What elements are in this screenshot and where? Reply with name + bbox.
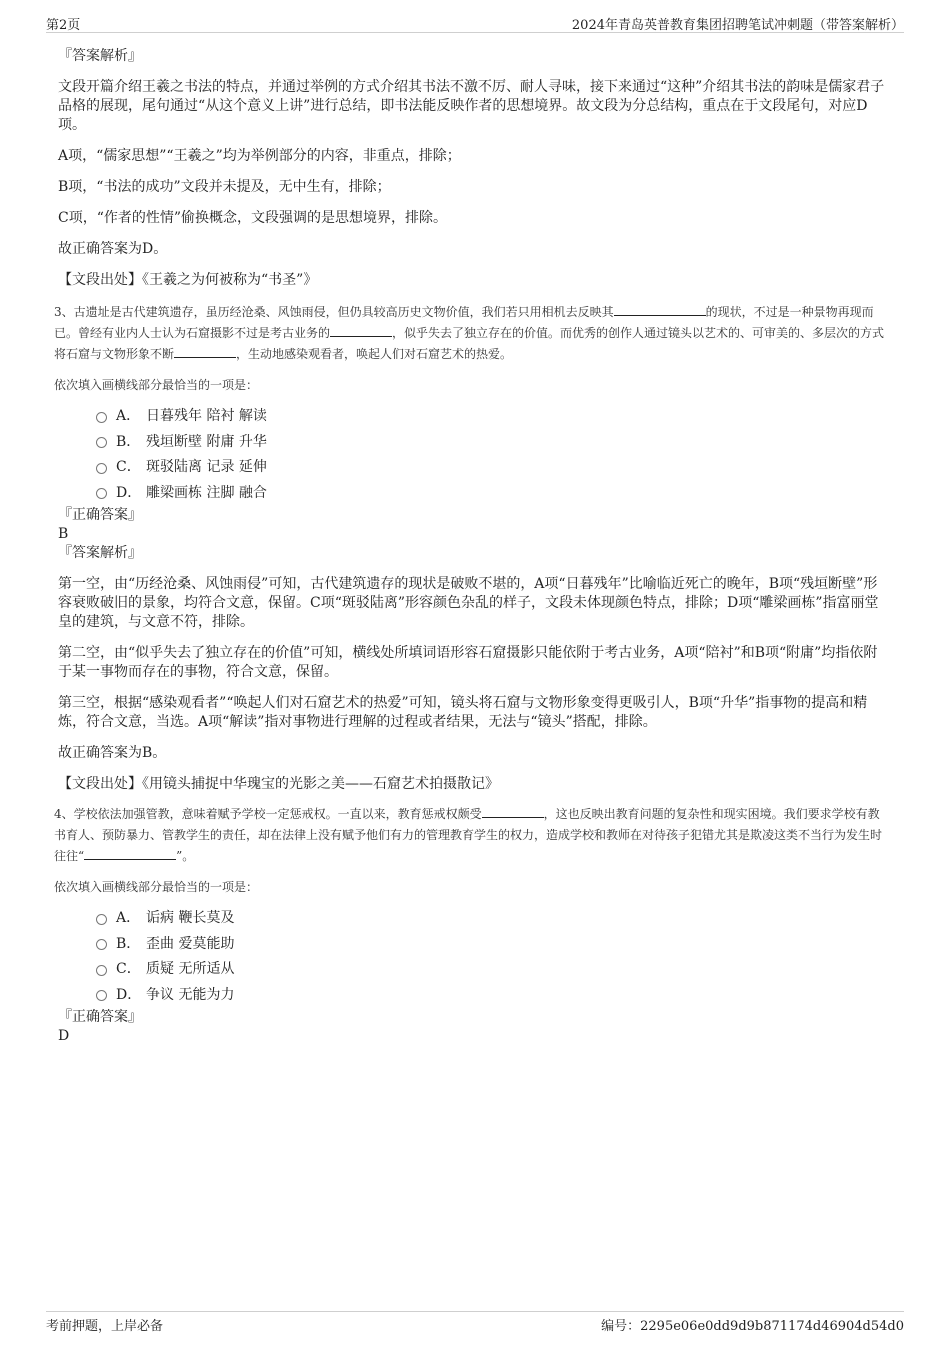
- option-b[interactable]: B． 残垣断壁 附庸 升华: [96, 430, 890, 456]
- blank-2: [84, 848, 176, 860]
- blank-3: [174, 346, 236, 358]
- page-footer: [46, 1311, 904, 1334]
- option-d[interactable]: D． 雕梁画栋 注脚 融合: [96, 481, 890, 507]
- page-header: [46, 14, 904, 33]
- question-3-prompt: 依次填入画横线部分最恰当的一项是：: [54, 378, 259, 392]
- option-d[interactable]: D． 争议 无能为力: [96, 983, 890, 1009]
- analysis-option-b: B项，“书法的成功”文段并未提及，无中生有，排除；: [58, 179, 391, 195]
- source: 【文段出处】《王羲之为何被称为“书圣”》: [58, 272, 318, 288]
- analysis-option-c: C项，“作者的性情”偷换概念，文段强调的是思想境界，排除。: [58, 210, 448, 226]
- analysis-label: 『答案解析』: [58, 48, 142, 64]
- question-4-stem: 4、学校依法加强管教，意味着赋予学校一定惩戒权。一直以来，教育惩戒权颇受 ，这也反映出教育问题的复杂性和现实困境。我们要求学校有教书育人、预防暴力、管教学生的责任，却在法律上没有赋予他们有力的管理教育学生的权力，造成学校和教师在对待孩子犯错尤其是欺凌这类不当行为发生时往往“ ”。: [54, 807, 883, 863]
- question-3-options: [96, 404, 890, 506]
- source: 【文段出处】《用镜头捕捉中华瑰宝的光影之美——石窟艺术拍摄散记》: [58, 776, 499, 792]
- conclusion: 故正确答案为D。: [58, 241, 168, 257]
- option-a[interactable]: A． 诟病 鞭长莫及: [96, 906, 890, 932]
- option-a[interactable]: A． 日暮残年 陪衬 解读: [96, 404, 890, 430]
- analysis-option-a: A项，“儒家思想”“王羲之”均为举例部分的内容，非重点，排除；: [58, 148, 461, 164]
- radio-icon[interactable]: [96, 990, 107, 1001]
- page-content: [54, 47, 890, 1046]
- conclusion: 故正确答案为B。: [58, 745, 167, 761]
- radio-icon[interactable]: [96, 965, 107, 976]
- analysis-paragraph-1: 第一空，由“历经沧桑、风蚀雨侵”可知，古代建筑遗存的现状是破败不堪的，A项“日暮残年”比喻临近死亡的晚年，B项“残垣断壁”形容衰败破旧的景象，均符合文意，保留。C项“斑驳陆离”形容颜色杂乱的样子，文段未体现颜色特点，排除；D项“雕梁画栋”指富丽堂皇的建筑，与文意不符，排除。: [58, 576, 879, 630]
- blank-1: [482, 806, 544, 818]
- blank-1: [614, 304, 706, 316]
- page-number: 第2页: [46, 18, 81, 33]
- question-4-prompt: 依次填入画横线部分最恰当的一项是：: [54, 880, 259, 894]
- radio-icon[interactable]: [96, 914, 107, 925]
- option-c[interactable]: C． 质疑 无所适从: [96, 957, 890, 983]
- answer-label: 『正确答案』: [58, 1009, 142, 1025]
- answer-value: B: [58, 526, 69, 542]
- blank-2: [330, 325, 392, 337]
- question-3-stem: 3、古遗址是古代建筑遗存，虽历经沧桑、风蚀雨侵，但仍具较高历史文物价值，我们若只用相机去反映其 的现状，不过是一种景物再现而已。曾经有业内人士认为石窟摄影不过是考古业务的 ，似乎失去了独立存在的价值。而优秀的创作人通过镜头以艺术的、可审美的、多层次的方式将石窟与文物形象不断 ，生动地感染观看者，唤起人们对石窟艺术的热爱。: [54, 305, 885, 361]
- analysis-paragraph-2: 第二空，由“似乎失去了独立存在的价值”可知，横线处所填词语形容石窟摄影只能依附于考古业务，A项“陪衬”和B项“附庸”均指依附于某一事物而存在的事物，符合文意，保留。: [58, 645, 878, 680]
- analysis-paragraph-3: 第三空，根据“感染观看者”“唤起人们对石窟艺术的热爱”可知，镜头将石窟与文物形象变得更吸引人，B项“升华”指事物的提高和精炼，符合文意，当选。A项“解读”指对事物进行理解的过程或者结果，无法与“镜头”搭配，排除。: [58, 695, 868, 730]
- radio-icon[interactable]: [96, 939, 107, 950]
- question-4-options: [96, 906, 890, 1008]
- option-c[interactable]: C． 斑驳陆离 记录 延伸: [96, 455, 890, 481]
- footer-code: 编号：2295e06e0dd9d9b871174d46904d54d0: [601, 1319, 904, 1334]
- radio-icon[interactable]: [96, 463, 107, 474]
- footer-slogan: 考前押题，上岸必备: [46, 1319, 164, 1334]
- answer-value: D: [58, 1028, 70, 1044]
- radio-icon[interactable]: [96, 437, 107, 448]
- answer-label: 『正确答案』: [58, 507, 142, 523]
- analysis-paragraph: 文段开篇介绍王羲之书法的特点，并通过举例的方式介绍其书法不激不厉、耐人寻味，接下来通过“这种”介绍其书法的韵味是儒家君子品格的展现，尾句通过“从这个意义上讲”进行总结，即书法能反映作者的思想境界。故文段为分总结构，重点在于文段尾句，对应D项。: [58, 79, 885, 133]
- document-title: 2024年青岛英普教育集团招聘笔试冲刺题（带答案解析）: [571, 18, 904, 33]
- analysis-label: 『答案解析』: [58, 545, 142, 561]
- radio-icon[interactable]: [96, 412, 107, 423]
- radio-icon[interactable]: [96, 488, 107, 499]
- option-b[interactable]: B． 歪曲 爱莫能助: [96, 932, 890, 958]
